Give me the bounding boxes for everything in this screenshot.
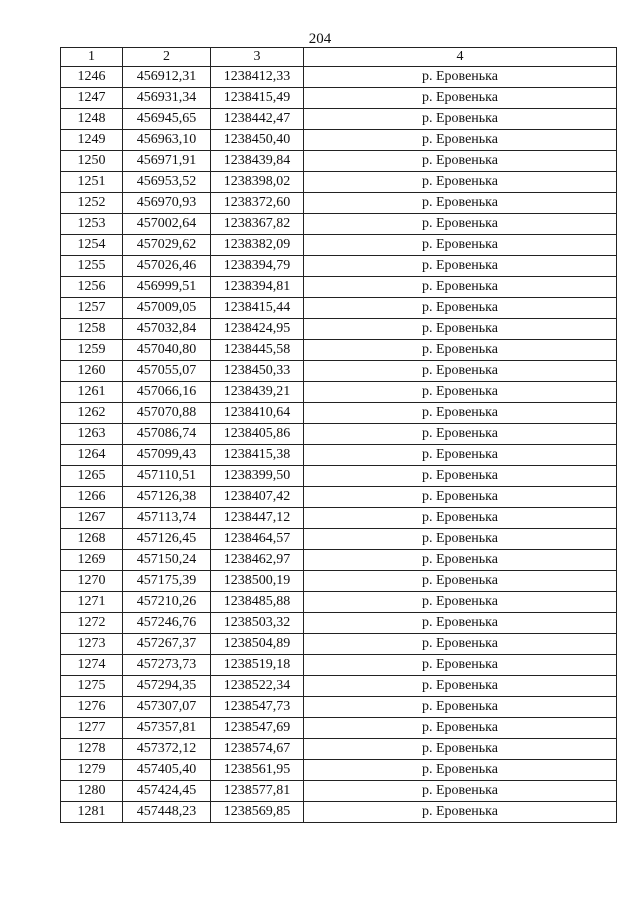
header-row — [61, 48, 617, 67]
description-cell: р. Еровенька — [304, 256, 617, 277]
x-coordinate-cell: 456963,10 — [123, 130, 211, 151]
description-cell: р. Еровенька — [304, 67, 617, 88]
point-number-cell: 1247 — [61, 88, 123, 109]
description-cell: р. Еровенька — [304, 109, 617, 130]
x-coordinate-cell: 457029,62 — [123, 235, 211, 256]
table-row — [61, 256, 617, 277]
table-row — [61, 487, 617, 508]
description-cell: р. Еровенька — [304, 676, 617, 697]
description-cell: р. Еровенька — [304, 802, 617, 823]
y-coordinate-cell: 1238442,47 — [211, 109, 304, 130]
x-coordinate-cell: 457110,51 — [123, 466, 211, 487]
table-row — [61, 235, 617, 256]
point-number-cell: 1261 — [61, 382, 123, 403]
point-number-cell: 1267 — [61, 508, 123, 529]
description-cell: р. Еровенька — [304, 655, 617, 676]
y-coordinate-cell: 1238447,12 — [211, 508, 304, 529]
description-cell: р. Еровенька — [304, 298, 617, 319]
x-coordinate-cell: 457066,16 — [123, 382, 211, 403]
table-row — [61, 319, 617, 340]
header-cell-3: 3 — [211, 48, 304, 67]
point-number-cell: 1259 — [61, 340, 123, 361]
description-cell: р. Еровенька — [304, 613, 617, 634]
point-number-cell: 1269 — [61, 550, 123, 571]
x-coordinate-cell: 456945,65 — [123, 109, 211, 130]
description-cell: р. Еровенька — [304, 193, 617, 214]
point-number-cell: 1249 — [61, 130, 123, 151]
table-row — [61, 529, 617, 550]
table-row — [61, 781, 617, 802]
y-coordinate-cell: 1238519,18 — [211, 655, 304, 676]
table-row — [61, 277, 617, 298]
table-row — [61, 340, 617, 361]
table-row — [61, 634, 617, 655]
x-coordinate-cell: 457086,74 — [123, 424, 211, 445]
table-row — [61, 676, 617, 697]
table-row — [61, 697, 617, 718]
y-coordinate-cell: 1238394,79 — [211, 256, 304, 277]
description-cell: р. Еровенька — [304, 634, 617, 655]
table-row — [61, 466, 617, 487]
y-coordinate-cell: 1238415,44 — [211, 298, 304, 319]
table-row — [61, 655, 617, 676]
table-row — [61, 571, 617, 592]
x-coordinate-cell: 457150,24 — [123, 550, 211, 571]
description-cell: р. Еровенька — [304, 529, 617, 550]
x-coordinate-cell: 457357,81 — [123, 718, 211, 739]
description-cell: р. Еровенька — [304, 424, 617, 445]
description-cell: р. Еровенька — [304, 781, 617, 802]
point-number-cell: 1280 — [61, 781, 123, 802]
table-row — [61, 298, 617, 319]
y-coordinate-cell: 1238462,97 — [211, 550, 304, 571]
x-coordinate-cell: 457405,40 — [123, 760, 211, 781]
description-cell: р. Еровенька — [304, 739, 617, 760]
y-coordinate-cell: 1238394,81 — [211, 277, 304, 298]
x-coordinate-cell: 457126,45 — [123, 529, 211, 550]
point-number-cell: 1257 — [61, 298, 123, 319]
y-coordinate-cell: 1238415,49 — [211, 88, 304, 109]
table-row — [61, 445, 617, 466]
point-number-cell: 1251 — [61, 172, 123, 193]
table-body — [61, 67, 617, 823]
point-number-cell: 1274 — [61, 655, 123, 676]
table-row — [61, 739, 617, 760]
y-coordinate-cell: 1238415,38 — [211, 445, 304, 466]
x-coordinate-cell: 457026,46 — [123, 256, 211, 277]
y-coordinate-cell: 1238382,09 — [211, 235, 304, 256]
table-row — [61, 613, 617, 634]
description-cell: р. Еровенька — [304, 403, 617, 424]
y-coordinate-cell: 1238367,82 — [211, 214, 304, 235]
point-number-cell: 1260 — [61, 361, 123, 382]
y-coordinate-cell: 1238522,34 — [211, 676, 304, 697]
y-coordinate-cell: 1238561,95 — [211, 760, 304, 781]
table-row — [61, 760, 617, 781]
table-row — [61, 592, 617, 613]
x-coordinate-cell: 457372,12 — [123, 739, 211, 760]
x-coordinate-cell: 457307,07 — [123, 697, 211, 718]
description-cell: р. Еровенька — [304, 508, 617, 529]
table-row — [61, 361, 617, 382]
description-cell: р. Еровенька — [304, 235, 617, 256]
x-coordinate-cell: 457246,76 — [123, 613, 211, 634]
y-coordinate-cell: 1238485,88 — [211, 592, 304, 613]
point-number-cell: 1255 — [61, 256, 123, 277]
x-coordinate-cell: 457448,23 — [123, 802, 211, 823]
table-row — [61, 508, 617, 529]
table-row — [61, 802, 617, 823]
y-coordinate-cell: 1238439,21 — [211, 382, 304, 403]
point-number-cell: 1256 — [61, 277, 123, 298]
x-coordinate-cell: 457040,80 — [123, 340, 211, 361]
header-cell-2: 2 — [123, 48, 211, 67]
point-number-cell: 1271 — [61, 592, 123, 613]
point-number-cell: 1252 — [61, 193, 123, 214]
point-number-cell: 1275 — [61, 676, 123, 697]
table-row — [61, 130, 617, 151]
x-coordinate-cell: 456999,51 — [123, 277, 211, 298]
y-coordinate-cell: 1238504,89 — [211, 634, 304, 655]
description-cell: р. Еровенька — [304, 361, 617, 382]
description-cell: р. Еровенька — [304, 571, 617, 592]
table-row — [61, 718, 617, 739]
table-row — [61, 403, 617, 424]
point-number-cell: 1258 — [61, 319, 123, 340]
y-coordinate-cell: 1238398,02 — [211, 172, 304, 193]
y-coordinate-cell: 1238439,84 — [211, 151, 304, 172]
y-coordinate-cell: 1238574,67 — [211, 739, 304, 760]
description-cell: р. Еровенька — [304, 718, 617, 739]
y-coordinate-cell: 1238450,40 — [211, 130, 304, 151]
y-coordinate-cell: 1238407,42 — [211, 487, 304, 508]
x-coordinate-cell: 457273,73 — [123, 655, 211, 676]
header-cell-4: 4 — [304, 48, 617, 67]
point-number-cell: 1253 — [61, 214, 123, 235]
page-number: 204 — [308, 31, 332, 47]
table-row — [61, 550, 617, 571]
point-number-cell: 1268 — [61, 529, 123, 550]
description-cell: р. Еровенька — [304, 151, 617, 172]
x-coordinate-cell: 456931,34 — [123, 88, 211, 109]
table-row — [61, 214, 617, 235]
point-number-cell: 1264 — [61, 445, 123, 466]
table-header — [61, 48, 617, 67]
x-coordinate-cell: 457032,84 — [123, 319, 211, 340]
x-coordinate-cell: 457267,37 — [123, 634, 211, 655]
point-number-cell: 1250 — [61, 151, 123, 172]
x-coordinate-cell: 457126,38 — [123, 487, 211, 508]
y-coordinate-cell: 1238410,64 — [211, 403, 304, 424]
y-coordinate-cell: 1238503,32 — [211, 613, 304, 634]
description-cell: р. Еровенька — [304, 466, 617, 487]
y-coordinate-cell: 1238405,86 — [211, 424, 304, 445]
description-cell: р. Еровенька — [304, 697, 617, 718]
table-row — [61, 67, 617, 88]
point-number-cell: 1270 — [61, 571, 123, 592]
point-number-cell: 1265 — [61, 466, 123, 487]
point-number-cell: 1281 — [61, 802, 123, 823]
y-coordinate-cell: 1238547,69 — [211, 718, 304, 739]
point-number-cell: 1273 — [61, 634, 123, 655]
table-row — [61, 151, 617, 172]
description-cell: р. Еровенька — [304, 592, 617, 613]
y-coordinate-cell: 1238412,33 — [211, 67, 304, 88]
point-number-cell: 1248 — [61, 109, 123, 130]
point-number-cell: 1279 — [61, 760, 123, 781]
x-coordinate-cell: 456953,52 — [123, 172, 211, 193]
y-coordinate-cell: 1238464,57 — [211, 529, 304, 550]
description-cell: р. Еровенька — [304, 88, 617, 109]
point-number-cell: 1266 — [61, 487, 123, 508]
table-row — [61, 109, 617, 130]
x-coordinate-cell: 456912,31 — [123, 67, 211, 88]
header-cell-1: 1 — [61, 48, 123, 67]
y-coordinate-cell: 1238450,33 — [211, 361, 304, 382]
description-cell: р. Еровенька — [304, 445, 617, 466]
description-cell: р. Еровенька — [304, 487, 617, 508]
y-coordinate-cell: 1238500,19 — [211, 571, 304, 592]
table-row — [61, 88, 617, 109]
x-coordinate-cell: 457294,35 — [123, 676, 211, 697]
description-cell: р. Еровенька — [304, 277, 617, 298]
table-row — [61, 382, 617, 403]
y-coordinate-cell: 1238569,85 — [211, 802, 304, 823]
point-number-cell: 1272 — [61, 613, 123, 634]
description-cell: р. Еровенька — [304, 550, 617, 571]
point-number-cell: 1254 — [61, 235, 123, 256]
x-coordinate-cell: 456971,91 — [123, 151, 211, 172]
y-coordinate-cell: 1238399,50 — [211, 466, 304, 487]
x-coordinate-cell: 457070,88 — [123, 403, 211, 424]
point-number-cell: 1262 — [61, 403, 123, 424]
y-coordinate-cell: 1238424,95 — [211, 319, 304, 340]
x-coordinate-cell: 456970,93 — [123, 193, 211, 214]
y-coordinate-cell: 1238372,60 — [211, 193, 304, 214]
description-cell: р. Еровенька — [304, 214, 617, 235]
y-coordinate-cell: 1238547,73 — [211, 697, 304, 718]
point-number-cell: 1278 — [61, 739, 123, 760]
x-coordinate-cell: 457009,05 — [123, 298, 211, 319]
description-cell: р. Еровенька — [304, 760, 617, 781]
x-coordinate-cell: 457210,26 — [123, 592, 211, 613]
point-number-cell: 1263 — [61, 424, 123, 445]
description-cell: р. Еровенька — [304, 172, 617, 193]
x-coordinate-cell: 457175,39 — [123, 571, 211, 592]
point-number-cell: 1276 — [61, 697, 123, 718]
x-coordinate-cell: 457055,07 — [123, 361, 211, 382]
x-coordinate-cell: 457099,43 — [123, 445, 211, 466]
description-cell: р. Еровенька — [304, 319, 617, 340]
table-row — [61, 424, 617, 445]
table-row — [61, 193, 617, 214]
y-coordinate-cell: 1238445,58 — [211, 340, 304, 361]
table-row — [61, 172, 617, 193]
x-coordinate-cell: 457002,64 — [123, 214, 211, 235]
point-number-cell: 1277 — [61, 718, 123, 739]
x-coordinate-cell: 457113,74 — [123, 508, 211, 529]
coordinates-table — [60, 47, 617, 823]
x-coordinate-cell: 457424,45 — [123, 781, 211, 802]
description-cell: р. Еровенька — [304, 382, 617, 403]
y-coordinate-cell: 1238577,81 — [211, 781, 304, 802]
description-cell: р. Еровенька — [304, 130, 617, 151]
description-cell: р. Еровенька — [304, 340, 617, 361]
point-number-cell: 1246 — [61, 67, 123, 88]
